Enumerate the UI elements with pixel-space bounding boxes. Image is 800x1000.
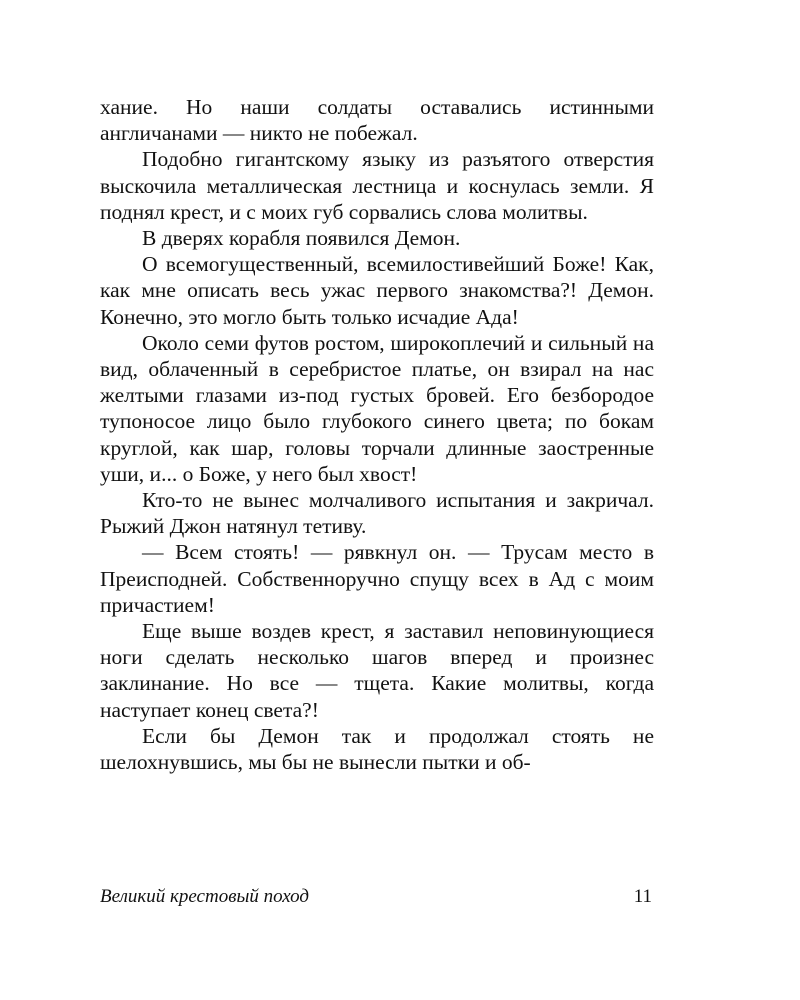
page-number: 11 — [633, 886, 652, 907]
paragraph: Еще выше воздев крест, я заставил неповинующиеся ноги сделать несколько шагов вперед и произнес заклинание. Но все — тщета. Какие молитвы, когда наступает конец света?! — [100, 619, 654, 722]
body-text — [100, 94, 654, 775]
running-title: Великий крестовый поход — [100, 886, 310, 907]
paragraph: О всемогущественный, всемилостивейший Боже! Как, как мне описать весь ужас первого знакомства?! Демон. Конечно, это могло быть только исчадие Ада! — [100, 252, 654, 329]
paragraph: Подобно гигантскому языку из разъятого отверстия выскочила металлическая лестница и коснулась земли. Я поднял крест, и с моих губ сорвались слова молитвы. — [100, 147, 654, 224]
paragraph: Если бы Демон так и продолжал стоять не шелохнувшись, мы бы не вынесли пытки и об- — [100, 723, 654, 775]
paragraph: Кто-то не вынес молчаливого испытания и закричал. Рыжий Джон натянул тетиву. — [100, 488, 654, 539]
paragraph: В дверях корабля появился Демон. — [142, 226, 461, 251]
paragraph-continued: хание. Но наши солдаты оставались истинными англичанами — никто не побежал. — [100, 95, 654, 146]
paragraph: — Всем стоять! — рявкнул он. — Трусам место в Преисподней. Собственноручно спущу всех в Ад с моим причастием! — [100, 540, 654, 617]
paragraph: Около семи футов ростом, широкоплечий и сильный на вид, облаченный в серебристое платье, он взирал на нас желтыми глазами из-под густых бровей. Его безбородое тупоносое лицо было глубокого синего цвета; по бокам круглой, как шар, головы торчали длинные заостренные уши, и... о Боже, у него был хвост! — [100, 330, 654, 486]
page-footer — [100, 884, 654, 910]
